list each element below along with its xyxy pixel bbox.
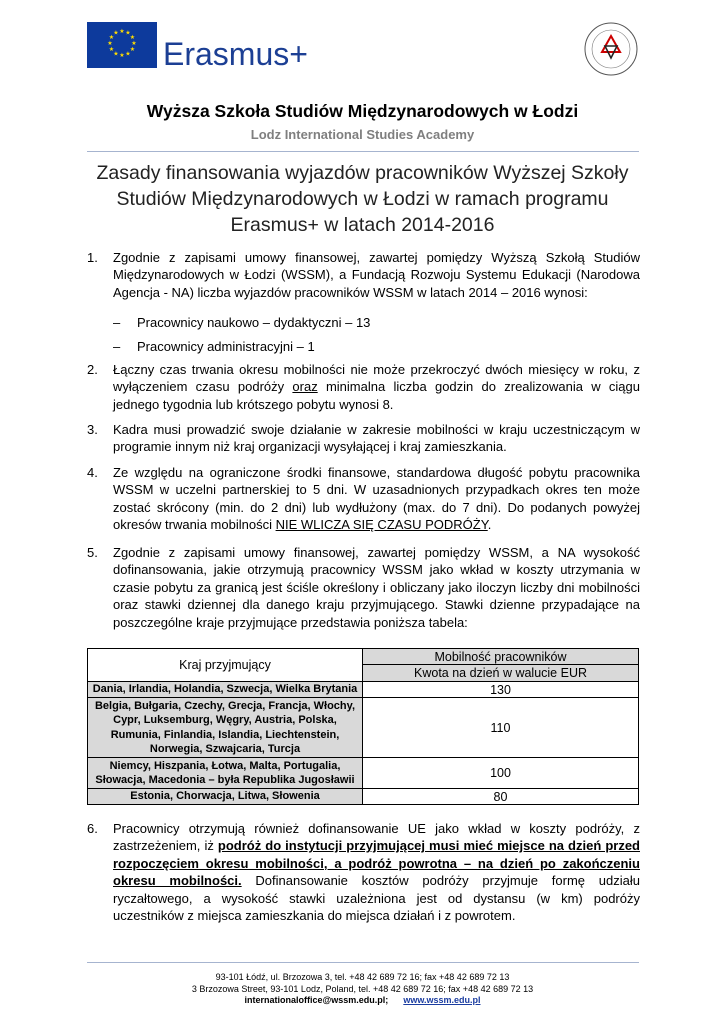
paragraph-text: Zgodnie z zapisami umowy finansowej, zawartej pomiędzy WSSM, a NA wysokość dofinansowania, jakie otrzymują pracownicy WSSM jako wkład w koszty utrzymania w czasie pobytu za granicą jest ściśle określony i obliczany jako iloczyn liczby dni mobilności oraz stawki dziennej dla danego kraju przyjmującego. Stawki dzienne przypadające na poszczególne kraje przyjmujące przedstawia poniższa tabela: <box>113 545 640 630</box>
table-header-row <box>88 649 639 665</box>
daily-rates-table <box>87 648 639 805</box>
paragraph-number: 4. <box>87 465 98 480</box>
text-run: Łączny czas trwania okresu mobilności nie może przekroczyć dwóch miesięcy w roku, z wyłączeniem czasu podróży <box>113 362 640 395</box>
svg-text:★: ★ <box>113 29 119 37</box>
header-receiving-country: Kraj przyjmujący <box>88 649 363 682</box>
header-staff-mobility: Mobilność pracowników <box>363 649 639 665</box>
underlined-text: NIE WLICZA SIĘ CZASU PODRÓŻY <box>275 517 488 533</box>
paragraph-text: Zgodnie z zapisami umowy finansowej, zawartej pomiędzy Wyższą Szkołą Studiów Międzynarodowych w Łodzi (WSSM), a Fundacją Rozwoju Systemu Edukacji (Narodowa Agencja - NA) liczba wyjazdów pracowników WSSM w latach 2014 – 2016 wynosi: <box>113 250 640 300</box>
paragraph-text <box>113 361 640 413</box>
svg-text:★: ★ <box>113 50 119 58</box>
list-item-text: Pracownicy administracyjni – 1 <box>137 339 315 354</box>
text-run: Dofinansowanie kosztów podróży przyjmuje formę udziału ryczałtowego, a wysokość stawki uzależniona jest od dystansu (w km) podróży uczestników z miejsca zamieszkania do miejsca działań i z powrotem. <box>113 873 640 924</box>
table-row <box>88 682 639 698</box>
country-group: Belgia, Bułgaria, Czechy, Grecja, Francja, Włochy, Cypr, Luksemburg, Węgry, Austria, Polska, Rumunia, Finlandia, Islandia, Liechtenstein, Norwegia, Szwajcaria, Turcja <box>88 698 363 758</box>
footer-website-link[interactable]: www.wssm.edu.pl <box>403 995 481 1005</box>
footer-email[interactable]: internationaloffice@wssm.edu.pl; <box>244 995 389 1005</box>
institution-name-english: Lodz International Studies Academy <box>250 127 475 142</box>
title-line: Erasmus+ w latach 2014-2016 <box>230 214 495 236</box>
svg-text:★: ★ <box>119 52 125 59</box>
paragraph-number: 6. <box>87 821 98 836</box>
title-line: Zasady finansowania wyjazdów pracowników Wyższej Szkoły <box>96 162 629 184</box>
paragraph-text <box>113 820 640 924</box>
text-run: Pracownicy otrzymują również dofinansowanie UE jako wkład w koszty podróży, z zastrzeżeniem, iż <box>113 821 640 854</box>
svg-text:★: ★ <box>131 40 137 47</box>
text-run: minimalna liczba godzin do zrealizowania w ciągu jednego tygodnia lub krótszego pobytu wynosi 8. <box>113 379 640 412</box>
svg-text:★: ★ <box>119 28 125 35</box>
footer-divider <box>87 962 639 963</box>
country-group: Dania, Irlandia, Holandia, Szwecja, Wielka Brytania <box>88 682 363 698</box>
svg-text:★: ★ <box>108 46 115 53</box>
svg-text:★: ★ <box>129 34 136 41</box>
country-group: Niemcy, Hiszpania, Łotwa, Malta, Portugalia, Słowacja, Macedonia – była Republika Jugosławii <box>88 758 363 789</box>
svg-text:★: ★ <box>125 50 131 58</box>
title-line: Studiów Międzynarodowych w Łodzi w ramach programu <box>116 188 609 210</box>
header-divider <box>87 151 639 152</box>
institution-name: Wyższa Szkoła Studiów Międzynarodowych w Łodzi <box>146 101 579 121</box>
footer-address-en: 3 Brzozowa Street, 93-101 Lodz, Poland, tel. +48 42 689 72 16; fax +48 42 689 72 13 <box>191 983 534 994</box>
footer <box>0 972 725 1007</box>
eu-stars-icon <box>87 22 157 68</box>
svg-text:★: ★ <box>108 34 115 41</box>
paragraph-number: 2. <box>87 362 98 377</box>
footer-contacts <box>0 995 725 1007</box>
document-title <box>60 160 665 238</box>
svg-text:★: ★ <box>129 46 136 53</box>
daily-rate: 100 <box>363 758 639 789</box>
table-row <box>88 789 639 805</box>
text-run: Ze względu na ograniczone środki finansowe, standardowa długość pobytu pracownika WSSM w uczelni partnerskiej to 5 dni. W uzasadnionych przypadkach okres ten może zostać skrócony (min. do 2 dni) lub wydłużony (max. do 7 dni). Do podanych powyżej okresów trwania mobilności <box>113 465 640 533</box>
paragraph-number: 5. <box>87 545 98 560</box>
eu-flag-logo <box>87 22 157 68</box>
daily-rate: 80 <box>363 789 639 805</box>
daily-rate: 130 <box>363 682 639 698</box>
paragraph-number: 3. <box>87 422 98 437</box>
paragraph-text: Kadra musi prowadzić swoje działanie w zakresie mobilności w kraju uczestniczącym w programie innym niż kraj organizacji wysyłającej i kraj zamieszkania. <box>113 422 640 455</box>
footer-address-pl: 93-101 Łódź, ul. Brzozowa 3, tel. +48 42 689 72 16; fax +48 42 689 72 13 <box>215 972 510 982</box>
header-daily-amount-eur: Kwota na dzień w walucie EUR <box>363 665 639 682</box>
svg-text:★: ★ <box>125 29 131 37</box>
table-row <box>88 758 639 789</box>
table-row <box>88 698 639 758</box>
list-item-text: Pracownicy naukowo – dydaktyczni – 13 <box>137 315 371 330</box>
svg-text:★: ★ <box>107 40 113 47</box>
text-run: . <box>487 517 492 533</box>
daily-rate: 110 <box>363 698 639 758</box>
paragraph-text <box>113 464 640 534</box>
country-group: Estonia, Chorwacja, Litwa, Słowenia <box>88 789 363 805</box>
academy-seal-logo <box>584 22 638 76</box>
erasmus-brand: Erasmus+ <box>163 36 308 72</box>
bold-underlined-text: podróż do instytucji przyjmującej musi mieć miejsce na dzień przed rozpoczęciem okresu mobilności, a podróż powrotna – na dzień po zakończeniu okresu mobilności. <box>113 838 640 889</box>
underlined-text: oraz <box>292 379 318 395</box>
dash-bullet: – <box>113 315 121 330</box>
dash-bullet: – <box>113 339 121 354</box>
paragraph-number: 1. <box>87 250 98 265</box>
